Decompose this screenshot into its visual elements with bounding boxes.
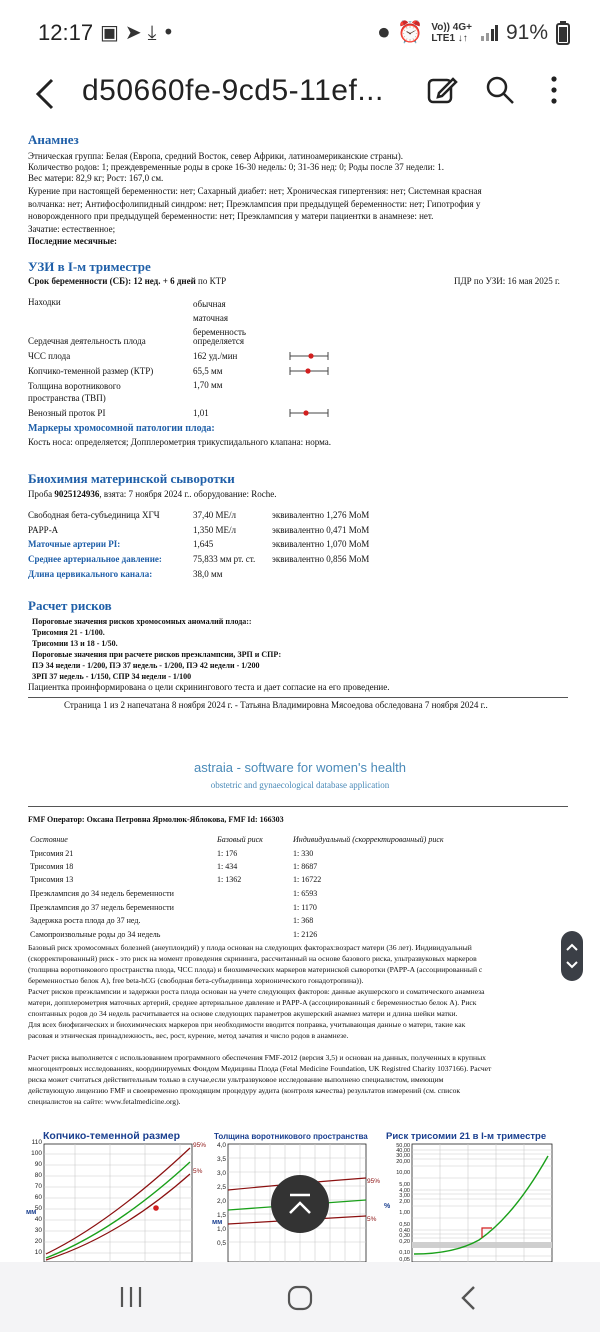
risk-base: 1: 1362 bbox=[217, 875, 242, 884]
risk-threshold-line: Пороговые значения при расчете рисков преэклампсии, ЗРП и СПР: bbox=[32, 650, 282, 659]
y-tick-label: 20,00 bbox=[396, 1159, 410, 1165]
anamnesis-line: Зачатие: естественное; bbox=[28, 224, 116, 234]
y-tick-label: 90 bbox=[34, 1161, 42, 1168]
crl-measurement-point bbox=[153, 1205, 159, 1211]
y-tick-label: 2,00 bbox=[399, 1199, 410, 1205]
chart-title: Риск трисомии 21 в I-м триместре bbox=[386, 1131, 547, 1142]
document-title: d50660fe-9cd5-11ef... bbox=[82, 74, 384, 107]
risk-state: Задержка роста плода до 37 нед. bbox=[30, 916, 141, 925]
y-tick-label: 4,00 bbox=[399, 1188, 410, 1194]
y-tick-label: 0,20 bbox=[399, 1239, 410, 1245]
y-tick-label: 0,30 bbox=[399, 1233, 410, 1239]
anamnesis-line: волчанка: нет; Антифосфолипидный синдром: нет; Преэклампсия при предыдущей беременности: нет; Гипотрофия у bbox=[28, 199, 481, 209]
status-time: 12:17 bbox=[38, 20, 94, 45]
probe-info: Проба 9025124936, взята: 7 ноября 2024 г.. оборудование: Roche. bbox=[28, 489, 277, 499]
col-individual-header: Индивидуальный (скорректированный) риск bbox=[293, 835, 444, 844]
usi-row-label: Находки bbox=[28, 297, 61, 307]
usi-row-value: обычная маточная беременность bbox=[193, 299, 247, 337]
download-icon: ⤓ bbox=[147, 20, 163, 44]
software-line: многоцентровых исследованиях, координируемых Фондом Медицины Плода (Fetal Medicine Foundation, UK Registred Charity 1037166). Расчет bbox=[28, 1064, 492, 1073]
dot-icon: • bbox=[162, 20, 181, 44]
chart-title: Копчико-теменной размер bbox=[43, 1130, 181, 1142]
range-indicator-hr bbox=[288, 349, 330, 363]
usi-row-label: Венозный проток PI bbox=[28, 408, 106, 418]
usi-row-label: ЧСС плода bbox=[28, 351, 71, 361]
usi-row-label: Сердечная деятельность плода bbox=[28, 336, 146, 346]
risk-individual: 1: 1170 bbox=[293, 903, 317, 912]
more-options-icon[interactable] bbox=[538, 74, 570, 106]
biochem-label: Среднее артериальное давление: bbox=[28, 554, 162, 564]
battery-percent: 91% bbox=[505, 20, 548, 44]
y-tick-label: 0,10 bbox=[399, 1250, 410, 1256]
telegram-icon: ➤ bbox=[124, 20, 148, 44]
explanation-line: спонтанных родов до 34 недель расчитывается на основе следующих параметров акушерский анамнез матери и длина шейки матки. bbox=[28, 1009, 458, 1018]
y-tick-label: 100 bbox=[31, 1150, 42, 1157]
risk-base: 1: 434 bbox=[217, 862, 238, 871]
y-axis-label: мм bbox=[212, 1219, 223, 1226]
pdr-date: ПДР по УЗИ: 16 мая 2025 г. bbox=[454, 276, 560, 286]
y-tick-label: 2,0 bbox=[216, 1198, 226, 1205]
y-tick-label: 70 bbox=[34, 1183, 42, 1190]
scroll-up-icon bbox=[271, 1175, 329, 1233]
y-tick-label: 10,00 bbox=[396, 1170, 410, 1176]
y-tick-label: 110 bbox=[31, 1139, 42, 1146]
astraia-subtitle: obstetric and gynaecological database application bbox=[210, 780, 390, 790]
explanation-line: Для всех биофизических и биохимических маркеров при необходимости вводится поправка, учитывающая данные о матери, такие как bbox=[28, 1020, 466, 1029]
biochem-label: Свободная бета-субъединица ХГЧ bbox=[28, 510, 160, 520]
explanation-line: матери, допплерометрия маточных артерий, среднее артериальное давление и PAPP-A (ассоциированный с беременностью белок А). Риск bbox=[28, 998, 477, 1007]
curve-label: 5% bbox=[367, 1216, 377, 1223]
risk-individual: 1: 2126 bbox=[293, 930, 318, 939]
usi-row-value: определяется bbox=[193, 336, 245, 346]
y-tick-label: 40 bbox=[34, 1216, 42, 1223]
scroll-handle[interactable] bbox=[561, 931, 583, 981]
risk-individual: 1: 330 bbox=[293, 849, 314, 858]
risk-individual: 1: 6593 bbox=[293, 889, 318, 898]
markers-heading: Маркеры хромосомной патологии плода: bbox=[28, 423, 215, 434]
informed-consent: Пациентка проинформирована о цели скринингового теста и дает согласие на его проведение. bbox=[28, 682, 390, 692]
y-tick-label: 3,0 bbox=[216, 1170, 226, 1177]
explanation-line: беременностью белок А), free beta-hCG (свободная бета-субъединица хорионического гонадотропина)). bbox=[28, 976, 364, 985]
usi-row-label: Толщина воротникового пространства (ТВП) bbox=[28, 381, 121, 403]
curve-label: 95% bbox=[193, 1142, 207, 1149]
biochem-mom: эквивалентно 1,070 MoM bbox=[272, 539, 370, 549]
document-view[interactable] bbox=[0, 130, 600, 1262]
footer-divider bbox=[28, 697, 568, 698]
y-tick-label: 1,00 bbox=[399, 1210, 410, 1216]
risk-base: 1: 176 bbox=[217, 849, 238, 858]
y-tick-label: 3,00 bbox=[399, 1193, 410, 1199]
image-icon: ▣ bbox=[100, 20, 125, 44]
system-nav-bar bbox=[0, 1262, 600, 1332]
y-tick-label: 20 bbox=[34, 1238, 42, 1245]
software-line: действующую лицензию FMF и своевременно проходящим процедуру аудита (контроля качества) результатов измерений (см. список bbox=[28, 1086, 461, 1095]
risks-heading: Расчет рисков bbox=[28, 598, 112, 613]
risk-individual: 1: 16722 bbox=[293, 875, 322, 884]
app-bar bbox=[0, 66, 600, 130]
battery-icon bbox=[556, 21, 570, 45]
scroll-arrows-icon bbox=[561, 931, 583, 981]
range-indicator-crl bbox=[288, 364, 330, 378]
notification-icons bbox=[100, 20, 180, 44]
edit-icon[interactable] bbox=[426, 74, 458, 106]
biochem-value: 1,645 bbox=[193, 539, 214, 549]
t21-risk-chart bbox=[384, 1128, 564, 1262]
header-divider bbox=[28, 806, 568, 807]
biochem-mom: эквивалентно 0,471 MoM bbox=[272, 525, 370, 535]
software-line: специалистов на сайте: www.fetalmedicine.org). bbox=[28, 1097, 181, 1106]
back-arrow-icon[interactable] bbox=[32, 74, 62, 114]
risk-threshold-line: ПЭ 34 недели - 1/200, ПЭ 37 недель - 1/200, ПЭ 42 недели - 1/200 bbox=[32, 661, 260, 670]
biochem-mom: эквивалентно 0,856 MoM bbox=[272, 554, 370, 564]
astraia-brand: astraia - software for women's health bbox=[193, 760, 407, 775]
risk-band bbox=[412, 1242, 552, 1248]
home-icon[interactable] bbox=[286, 1284, 314, 1312]
risk-threshold-line: Трисомии 13 и 18 - 1/50. bbox=[32, 639, 118, 648]
biochem-value: 37,40 МЕ/л bbox=[193, 510, 236, 520]
usi-row-value: 1,70 мм bbox=[193, 380, 223, 390]
anamnesis-line: Вес матери: 82,9 кг; Рост: 167,0 см. bbox=[28, 173, 164, 183]
risk-individual: 1: 368 bbox=[293, 916, 314, 925]
pregnancy-term: Срок беременности (СБ): 12 нед. + 6 дней по КТР bbox=[28, 276, 227, 286]
risk-threshold-line: Пороговые значения рисков хромосомных аномалий плода:: bbox=[32, 617, 252, 626]
anamnesis-line: Этническая группа: Белая (Европа, средний Восток, север Африки, латиноамериканские страны). bbox=[28, 151, 403, 161]
crl-chart bbox=[20, 1128, 210, 1262]
anamnesis-heading: Анамнез bbox=[28, 132, 79, 147]
y-axis-label: мм bbox=[26, 1209, 37, 1216]
usi-row-value: 65,5 мм bbox=[193, 366, 223, 376]
curve-label: 95% bbox=[367, 1178, 381, 1185]
range-indicator-dv bbox=[288, 406, 330, 420]
signal-icon bbox=[480, 24, 498, 42]
y-tick-label: 50,00 bbox=[396, 1143, 410, 1149]
y-tick-label: 2,5 bbox=[216, 1184, 226, 1191]
biochem-value: 38,0 мм bbox=[193, 569, 223, 579]
biochem-label: PAPP-A bbox=[28, 525, 59, 535]
risk-state: Преэклампсия до 37 недель беременности bbox=[30, 903, 174, 912]
recent-apps-icon[interactable] bbox=[118, 1284, 144, 1310]
markers-text: Кость носа: определяется; Допплерометрия трикуспидального клапана: норма. bbox=[28, 437, 331, 447]
y-tick-label: 1,0 bbox=[216, 1226, 226, 1233]
explanation-line: (скорректированный) риск - это риск на момент проведения скрининга, рассчитанный на основе базового риска, ультразвуковых маркеров bbox=[28, 954, 477, 963]
explanation-line: (толщина воротникового пространства плода, ЧСС плода) и биохимических маркеров материнской сыворотки (PAPP-A (ассоциированный с bbox=[28, 965, 483, 974]
status-right bbox=[379, 20, 570, 45]
y-tick-label: 4,0 bbox=[216, 1142, 226, 1149]
status-bar bbox=[0, 0, 600, 66]
risk-state: Трисомия 21 bbox=[30, 849, 74, 858]
y-tick-label: 40,00 bbox=[396, 1148, 410, 1154]
search-icon[interactable] bbox=[484, 74, 516, 106]
biochem-value: 75,833 мм рт. ст. bbox=[193, 554, 256, 564]
software-line: Расчет риска выполняется с использованием программного обеспечения FMF-2012 (версия 3,5) и основан на данных, полученных в крупных bbox=[28, 1053, 486, 1062]
fmf-operator: FMF Оператор: Оксана Петровна Ярмолюк-Яблокова, FMF Id: 166303 bbox=[28, 815, 284, 824]
anamnesis-line: новорожденного при предыдущей беременности: нет; Преэклампсия у матери пациентки в анамнезе: нет. bbox=[28, 211, 434, 221]
y-tick-label: 30 bbox=[34, 1227, 42, 1234]
y-tick-label: 50 bbox=[34, 1205, 42, 1212]
y-tick-label: 10 bbox=[34, 1249, 42, 1256]
y-tick-label: 0,5 bbox=[216, 1240, 226, 1247]
anamnesis-line: Курение при настоящей беременности: нет; Сахарный диабет: нет; Хроническая гипертензия: нет; Системная красная bbox=[28, 186, 482, 196]
chart-title: Толщина воротникового пространства bbox=[214, 1132, 368, 1141]
risk-individual: 1: 8687 bbox=[293, 862, 318, 871]
anamnesis-line: Количество родов: 1; преждевременные роды в сроке 16-30 недель: 0; 31-36 нед: 0; Роды после 37 недели: 1. bbox=[28, 162, 445, 172]
y-tick-label: 5,00 bbox=[399, 1182, 410, 1188]
explanation-line: Базовый риск хромосомных болезней (анеуплоидий) у плода основан на следующих факторах:возраст матери (36 лет). Индивидуальный bbox=[28, 943, 472, 952]
usi-row-value: 162 уд./мин bbox=[193, 351, 238, 361]
y-axis-label: % bbox=[384, 1203, 391, 1210]
recorder-icon: ⏺ bbox=[378, 20, 390, 44]
explanation-line: Расчет рисков преэклампсии и задержки роста плода основан на учете следующих факторов: данные акушерского и соматического анамнеза bbox=[28, 987, 485, 996]
usi-heading: УЗИ в I-м триместре bbox=[28, 259, 151, 274]
last-period: Последние месячные: bbox=[28, 236, 117, 246]
y-tick-label: 30,00 bbox=[396, 1153, 410, 1159]
scroll-to-top-button[interactable] bbox=[271, 1175, 329, 1233]
page-footer: Страница 1 из 2 напечатана 8 ноября 2024 г. - Татьяна Владимировна Мясоедова обследована 7 ноября 2024 г.. bbox=[64, 700, 488, 710]
alarm-icon: ⏰ bbox=[397, 20, 424, 44]
y-tick-label: 1,5 bbox=[216, 1212, 226, 1219]
network-indicator: Vo)) 4G+ LTE1 ↓↑ bbox=[431, 21, 472, 44]
back-nav-icon[interactable] bbox=[458, 1284, 480, 1312]
y-tick-label: 0,05 bbox=[399, 1257, 410, 1262]
risk-threshold-line: ЗРП 37 недель - 1/150, СПР 34 недели - 1/100 bbox=[32, 672, 192, 681]
biochem-mom: эквивалентно 1,276 MoM bbox=[272, 510, 370, 520]
usi-row-label: Копчико-теменной размер (КТР) bbox=[28, 366, 154, 376]
curve-label: 5% bbox=[193, 1168, 203, 1175]
col-state-header: Состояние bbox=[30, 835, 68, 844]
biochem-label: Маточные артерии PI: bbox=[28, 539, 121, 549]
risk-state: Трисомия 13 bbox=[30, 875, 74, 884]
y-tick-label: 3,5 bbox=[216, 1156, 226, 1163]
risk-threshold-line: Трисомия 21 - 1/100. bbox=[32, 628, 105, 637]
software-line: риска может считаться действительным только в случае,если ультразвуковое исследование выполнено специалистом, имеющим bbox=[28, 1075, 444, 1084]
biochem-heading: Биохимия материнской сыворотки bbox=[28, 471, 235, 486]
usi-row-value: 1,01 bbox=[193, 408, 209, 418]
risk-state: Преэклампсия до 34 недель беременности bbox=[30, 889, 174, 898]
biochem-label: Длина цервикального канала: bbox=[28, 569, 153, 579]
risk-state: Трисомия 18 bbox=[30, 862, 74, 871]
risk-state: Самопроизвольные роды до 34 недель bbox=[30, 930, 161, 939]
y-tick-label: 80 bbox=[34, 1172, 42, 1179]
col-base-header: Базовый риск bbox=[217, 835, 263, 844]
biochem-value: 1,350 МЕ/л bbox=[193, 525, 236, 535]
y-tick-label: 0,40 bbox=[399, 1228, 410, 1234]
y-tick-label: 60 bbox=[34, 1194, 42, 1201]
y-tick-label: 0,50 bbox=[399, 1222, 410, 1228]
explanation-line: расовая и этническая принадлежность, вес, рост, курение, метод зачатия и число родов в анамнезе. bbox=[28, 1031, 349, 1040]
